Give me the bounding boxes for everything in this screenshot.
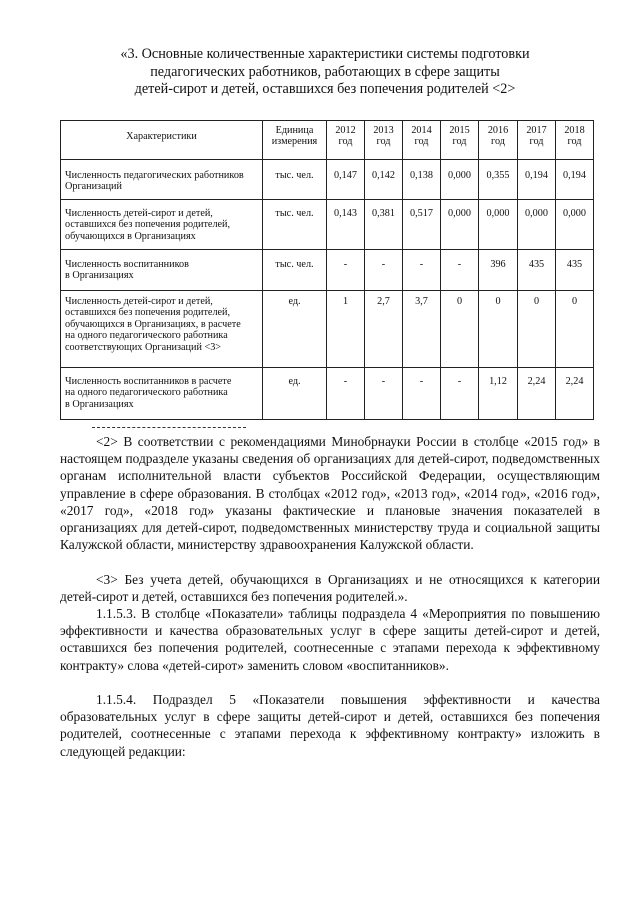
cell-value: 3,7 — [403, 291, 441, 368]
table-row — [61, 200, 594, 250]
cell-value: 0,142 — [365, 160, 403, 200]
cell-value: 0 — [479, 291, 518, 368]
cell-value: - — [403, 368, 441, 420]
header-year: 2016 год — [479, 121, 518, 160]
cell-value: 0 — [441, 291, 479, 368]
row-unit: тыс. чел. — [263, 200, 327, 250]
title-line-3: детей-сирот и детей, оставшихся без попечения родителей <2> — [134, 81, 516, 97]
header-year: 2018 год — [556, 121, 594, 160]
table-row — [61, 160, 594, 200]
cell-value: - — [327, 368, 365, 420]
cell-value: 0,381 — [365, 200, 403, 250]
cell-value: - — [441, 250, 479, 291]
header-year: 2012 год — [327, 121, 365, 160]
row-unit: тыс. чел. — [263, 160, 327, 200]
header-unit: Единица измерения — [263, 121, 327, 160]
cell-value: 0,147 — [327, 160, 365, 200]
paragraph-1-1-5-3 — [60, 605, 600, 674]
paragraph-1-1-5-4 — [60, 691, 600, 760]
footnote-3-text: <3> Без учета детей, обучающихся в Организациях и не относящихся к категории детей-сирот и детей, оставшихся без попечения родителей.». — [60, 572, 600, 605]
cell-value: 0,355 — [479, 160, 518, 200]
header-characteristics: Характеристики — [61, 121, 263, 160]
footnote-2-text: <2> В соответствии с рекомендациями Минобрнауки России в столбце «2015 год» в настоящем подразделе указаны сведения об организациях для детей-сирот, подведомственных органам исполнительной власти субъектов Российской Федерации, осуществляющим управление в сфере образования. В столбцах «2012 год», «2013 год», «2014 год», «2016 год», «2017 год», «2018 год» указаны фактические и плановые значения показателей в организациях для детей-сирот, подведомственных министерству труда и социальной защиты Калужской области, министерству здравоохранения Калужской области. — [60, 434, 600, 553]
row-label: Численность педагогических работников Организаций — [61, 160, 263, 200]
row-label: Численность детей-сирот и детей, оставшихся без попечения родителей, обучающихся в Организациях, в расчете на одного педагогического работника соответствующих Организаций <3> — [61, 291, 263, 368]
row-label: Численность воспитанников в расчете на одного педагогического работника в Организациях — [61, 368, 263, 420]
cell-value: 0,138 — [403, 160, 441, 200]
cell-value: - — [403, 250, 441, 291]
footnote-3 — [60, 571, 600, 605]
table-row — [61, 368, 594, 420]
table-row — [61, 291, 594, 368]
paragraph-1-1-5-4-text: 1.1.5.4. Подраздел 5 «Показатели повышения эффективности и качества образовательных услуг в сфере защиты детей-сирот и детей, оставшихся без попечения родителей, соотнесенные с этапами перехода к эффективному контракту» изложить в следующей редакции: — [60, 692, 600, 759]
cell-value: 0 — [556, 291, 594, 368]
row-label: Численность детей-сирот и детей, оставшихся без попечения родителей, обучающихся в Организациях — [61, 200, 263, 250]
header-year: 2013 год — [365, 121, 403, 160]
cell-value: 0,517 — [403, 200, 441, 250]
cell-value: 0,000 — [479, 200, 518, 250]
cell-value: 1,12 — [479, 368, 518, 420]
title-line-2: педагогических работников, работающих в сфере защиты — [150, 63, 500, 80]
cell-value: 0,000 — [441, 160, 479, 200]
cell-value: 435 — [556, 250, 594, 291]
cell-value: 0,000 — [518, 200, 556, 250]
cell-value: 0,143 — [327, 200, 365, 250]
cell-value: 0 — [518, 291, 556, 368]
row-label: Численность воспитанников в Организациях — [61, 250, 263, 291]
cell-value: 0,194 — [518, 160, 556, 200]
cell-value: 1 — [327, 291, 365, 368]
row-unit: тыс. чел. — [263, 250, 327, 291]
cell-value: 396 — [479, 250, 518, 291]
characteristics-table — [60, 120, 594, 420]
title-line-1: «3. Основные количественные характеристики системы подготовки — [120, 46, 530, 62]
row-unit: ед. — [263, 291, 327, 368]
cell-value: - — [441, 368, 479, 420]
footnote-2 — [60, 433, 600, 553]
paragraph-1-1-5-3-text: 1.1.5.3. В столбце «Показатели» таблицы подраздела 4 «Мероприятия по повышению эффективности и качества образовательных услуг в сфере защиты детей-сирот и детей, оставшихся без попечения родителей, соотнесенные с этапами перехода к эффективному контракту» слова «детей-сирот» заменить словом «воспитанников». — [60, 606, 600, 673]
header-year: 2014 год — [403, 121, 441, 160]
header-year: 2015 год — [441, 121, 479, 160]
cell-value: - — [365, 368, 403, 420]
cell-value: 0,000 — [556, 200, 594, 250]
cell-value: 0,194 — [556, 160, 594, 200]
cell-value: - — [327, 250, 365, 291]
header-year: 2017 год — [518, 121, 556, 160]
cell-value: - — [365, 250, 403, 291]
cell-value: 0,000 — [441, 200, 479, 250]
section-title — [60, 46, 590, 99]
cell-value: 2,24 — [518, 368, 556, 420]
footnote-separator — [92, 427, 246, 428]
cell-value: 435 — [518, 250, 556, 291]
cell-value: 2,7 — [365, 291, 403, 368]
table-header-row — [61, 121, 594, 160]
row-unit: ед. — [263, 368, 327, 420]
cell-value: 2,24 — [556, 368, 594, 420]
table-row — [61, 250, 594, 291]
